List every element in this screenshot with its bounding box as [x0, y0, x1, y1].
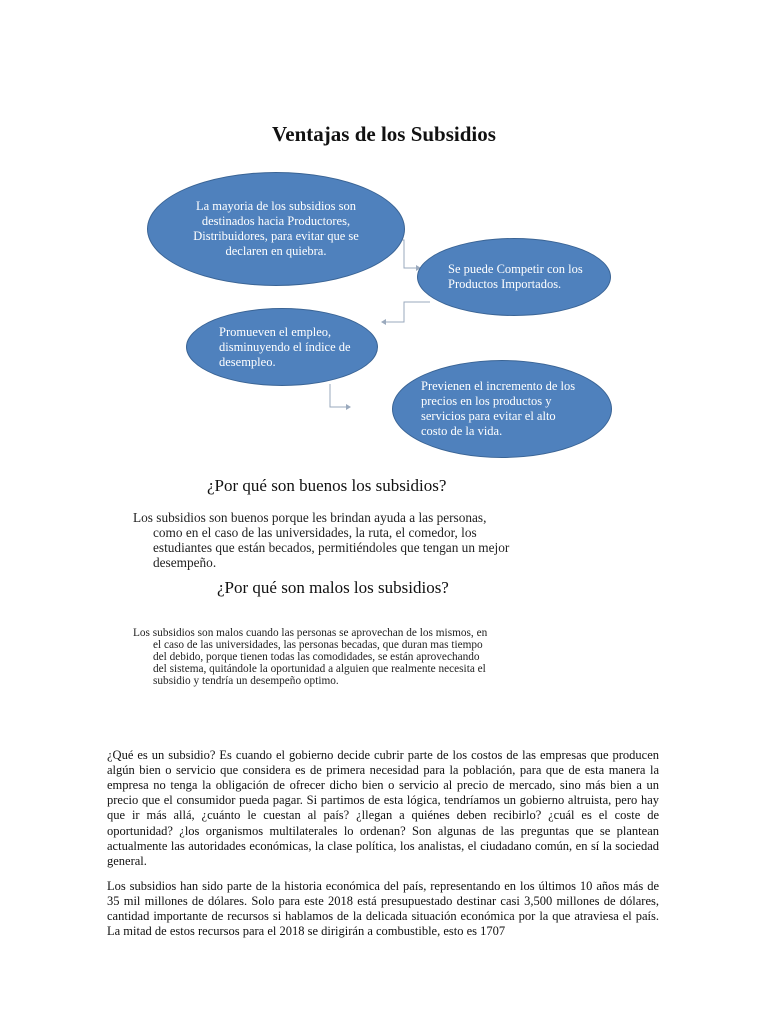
diagram-node-producers-text: La mayoria de los subsidios son destinados hacia Productores, Distribuidores, para evitar que se declaren en quiebra.	[193, 199, 359, 258]
paragraph-bad-subsidies	[133, 627, 573, 687]
text-line: Los subsidios son buenos porque les brindan ayuda a las personas,	[133, 510, 487, 525]
text-line: el caso de las universidades, las personas becadas, que duran mas tiempo	[153, 639, 483, 651]
heading-bad-subsidies: ¿Por qué son malos los subsidios?	[217, 578, 449, 597]
heading-good-subsidies: ¿Por qué son buenos los subsidios?	[207, 476, 447, 495]
paragraph-good-subsidies	[133, 510, 573, 570]
page-title: Ventajas de los Subsidios	[272, 122, 496, 146]
diagram-node-employment	[186, 308, 378, 386]
text-line: desempeño.	[153, 555, 217, 570]
diagram-node-competition-text: Se puede Competir con los Productos Importados.	[448, 262, 583, 291]
diagram-node-prices	[392, 360, 612, 458]
advantages-diagram	[0, 160, 768, 460]
body-paragraph-history: Los subsidios han sido parte de la historia económica del país, representando en los últimos 10 años más de 35 mil millones de dólares. Solo para este 2018 está presupuestado destinar casi 3,500 millones de dólares, cantidad importante de recursos si hablamos de la delicada situación económica por la que atraviesa el país. La mitad de estos recursos para el 2018 se dirigirán a combustible, esto es 1707	[107, 878, 659, 939]
diagram-node-competition	[417, 238, 611, 316]
text-line: del debido, porque tienen todas las comodidades, se están aprovechando	[153, 651, 480, 663]
arrow-2-to-3	[386, 302, 430, 322]
text-line: como en el caso de las universidades, la ruta, el comedor, los	[153, 525, 477, 540]
text-line: subsidio y tendría un desempeño optimo.	[153, 675, 339, 687]
text-line: estudiantes que están becados, permitiéndoles que tengan un mejor	[153, 540, 510, 555]
arrow-3-to-4	[330, 384, 346, 407]
text-line: Los subsidios son malos cuando las personas se aprovechan de los mismos, en	[133, 627, 488, 639]
text-line: del sistema, quitándole la oportunidad a alguien que realmente necesita el	[153, 663, 486, 675]
body-paragraph-what-is-subsidy: ¿Qué es un subsidio? Es cuando el gobierno decide cubrir parte de los costos de las empresas que producen algún bien o servicio que considera es de primera necesidad para la población, para que de esta manera la empresa no tenga la obligación de ofrecer dicho bien o servicio al precio de mercado, sino más bien a un precio que el consumidor pueda pagar. Si partimos de esta lógica, tendríamos un gobierno altruista, pero hay que ir más allá, ¿cuánto le cuestan al país? ¿llegan a quiénes deben recibirlo? ¿cuál es el coste de oportunidad? ¿los organismos multilaterales lo ordenan? Son algunas de las preguntas que se plantean actualmente las autoridades económicas, la clase política, los analistas, el ciudadano común, en sí la sociedad general.	[107, 747, 659, 868]
diagram-node-prices-text: Previenen el incremento de los precios en los productos y servicios para evitar el alto costo de la vida.	[421, 379, 576, 438]
diagram-node-employment-text: Promueven el empleo, disminuyendo el índice de desempleo.	[219, 324, 351, 369]
diagram-node-producers	[147, 172, 405, 286]
